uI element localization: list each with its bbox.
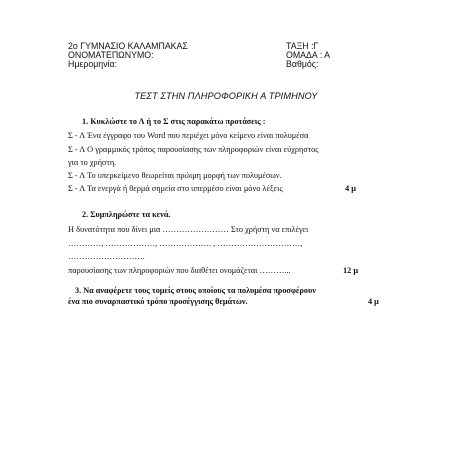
grade-label: Βαθμός:: [286, 59, 319, 69]
q2-line-3: ……………………….: [68, 252, 145, 261]
date-label: Ημερομηνία:: [68, 59, 118, 69]
q2-line-4: παρουσίασης των πληροφοριών που διαθέτει ονομάζεται ………...: [68, 266, 291, 275]
class-label: ΤΑΞΗ :Γ: [286, 41, 319, 51]
q1-statement-4: Σ - Λ Τα ενεργά ή θερμά σημεία στο υπερμέσο είναι μόνο λέξεις: [68, 184, 283, 193]
question-2-heading: 2. Συμπληρώστε τα κενά.: [82, 210, 171, 219]
q1-points: 4 μ: [345, 184, 356, 193]
question-3-line-1: 3. Να αναφέρετε τους τομείς στους οποίους τα πολυμέσα προσφέρουν: [75, 286, 316, 295]
q1-statement-2-cont: για το χρήστη.: [68, 158, 117, 167]
group-label: ΟΜΑΔΑ : Α: [286, 50, 331, 60]
question-3-line-2: ένα πιο συναρπαστικό τρόπο προσέγγισης θεμάτων.: [68, 297, 248, 306]
school-name: 2ο ΓΥΜΝΑΣΙΟ ΚΑΛΑΜΠΑΚΑΣ: [68, 41, 188, 51]
test-title: ΤΕΣΤ ΣΤΗΝ ΠΛΗΡΟΦΟΡΙΚΗ Α ΤΡΙΜΗΝΟΥ: [134, 91, 318, 101]
q1-statement-2: Σ - Λ Ο γραμμικός τρόπος παρουσίασης των πληροφοριών είναι εύχρηστος: [68, 145, 319, 154]
student-name-label: ΟΝΟΜΑΤΕΠΩΝΥΜΟ:: [68, 50, 154, 60]
q1-statement-3: Σ - Λ Το υπερκείμενο θεωρείται πρώιμη μορφή των πολυμέσων.: [68, 171, 282, 180]
q2-line-2: …………, ………………, ………………. , …………………………,: [68, 239, 303, 248]
q1-statement-1: Σ - Λ Ένα έγγραφο του Word που περιέχει μόνο κείμενο είναι πολυμέσα: [68, 131, 309, 140]
q2-line-1: Η δυνατότητα που δίνει μια …………………… Στο χρήστη να επιλέγει: [68, 225, 309, 234]
question-1-heading: 1. Κυκλώστε το Λ ή το Σ στις παρακάτω προτάσεις :: [82, 117, 266, 126]
q3-points: 4 μ: [368, 297, 379, 306]
q2-points: 12 μ: [343, 266, 359, 275]
